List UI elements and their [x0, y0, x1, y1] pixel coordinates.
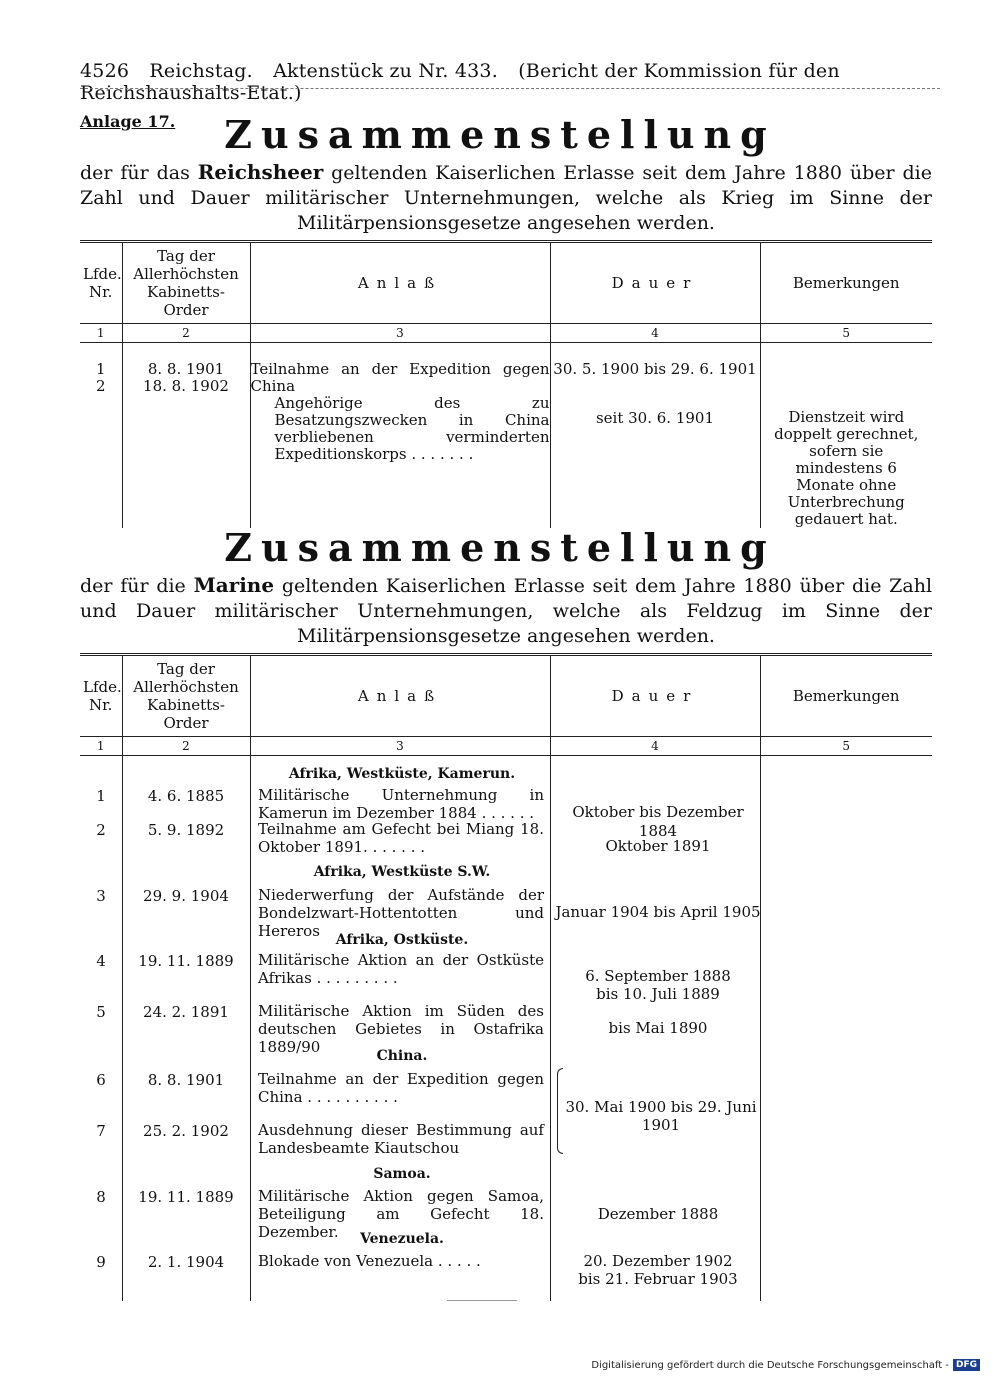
- row-date: 2. 1. 1904: [147, 1253, 225, 1271]
- heer-intro-post: geltenden Kaiserlichen Erlasse seit dem Jahre 1880 über die Zahl und Dauer militärischer Unternehmungen, welche als Krieg im Sinne der Militärpensionsgesetze angesehen werden.: [80, 162, 933, 234]
- row-anlass: Militärische Aktion im Süden des deutschen Gebietes in Ostafrika 1889/90: [258, 1002, 544, 1056]
- row-number: 2: [95, 377, 106, 395]
- row-date: 19. 11. 1889: [138, 1188, 234, 1206]
- section-header: Venezuela.: [360, 1231, 444, 1247]
- heer-table: [80, 240, 932, 528]
- marine-intro: [80, 573, 932, 649]
- row-number: 3: [96, 887, 106, 905]
- row-date: 19. 11. 1889: [138, 952, 234, 970]
- row-anlass: Blokade von Venezuela . . . . .: [258, 1252, 481, 1270]
- col-number: 4: [550, 737, 760, 756]
- row-bemerkung: Dienstzeit wird doppelt gerechnet, sofern sie mindestens 6 Monate ohne Unterbrechung gedauert hat.: [774, 408, 919, 528]
- row-dauer: 6. September 1888 bis 10. Juli 1889: [585, 967, 731, 1003]
- row-anlass: Teilnahme an der Expedition gegen China . . . . . . . . . .: [258, 1070, 544, 1106]
- row-date: 25. 2. 1902: [143, 1122, 229, 1140]
- row-number: 1: [96, 787, 106, 805]
- row-date: 8. 8. 1901: [147, 360, 225, 378]
- row-dauer: Oktober 1891: [605, 837, 711, 855]
- row-dauer: seit 30. 6. 1901: [595, 409, 715, 427]
- end-rule: [447, 1300, 517, 1301]
- col-header-dauer: Dauer: [550, 655, 760, 737]
- footer-text: Digitalisierung gefördert durch die Deutsche Forschungsgemeinschaft -: [591, 1359, 949, 1371]
- col-header-tag: Tag der Allerhöchsten Kabinetts-Order: [122, 242, 250, 324]
- col-header-lfde: Lfde. Nr.: [80, 242, 122, 324]
- row-date: 8. 8. 1901: [147, 1071, 225, 1089]
- heer-intro-pre: der für das: [80, 162, 190, 184]
- header-divider: [80, 88, 940, 89]
- col-header-anlass: Anlaß: [250, 655, 550, 737]
- col-header-tag: Tag der Allerhöchsten Kabinetts-Order: [122, 655, 250, 737]
- row-number: 5: [96, 1003, 106, 1021]
- row-anlass: Militärische Aktion an der Ostküste Afrikas . . . . . . . . .: [258, 951, 544, 987]
- marine-title: Zusammenstellung: [224, 525, 776, 570]
- row-number: 6: [96, 1071, 106, 1089]
- col-number: 1: [80, 324, 122, 343]
- row-dauer: bis Mai 1890: [608, 1019, 708, 1037]
- row-date: 4. 6. 1885: [147, 787, 225, 805]
- col-number: 1: [80, 737, 122, 756]
- col-header-bemerkungen: Bemerkungen: [760, 242, 932, 324]
- row-number: 8: [96, 1188, 106, 1206]
- row-anlass: Niederwerfung der Aufstände der Bondelzwart-Hottentotten und Hereros: [258, 886, 544, 940]
- row-anlass: Militärische Unternehmung in Kamerun im Dezember 1884 . . . . . .: [258, 786, 544, 822]
- section-header: Afrika, Westküste S.W.: [313, 864, 491, 880]
- col-number: 5: [760, 324, 932, 343]
- header-aktenstueck: Aktenstück zu Nr. 433.: [273, 60, 498, 82]
- col-header-bemerkungen: Bemerkungen: [760, 655, 932, 737]
- col-header-anlass: Anlaß: [250, 242, 550, 324]
- heer-title: Zusammenstellung: [224, 112, 776, 157]
- section-header: Samoa.: [373, 1166, 431, 1182]
- row-anlass: Teilnahme am Gefecht bei Miang 18. Oktober 1891. . . . . . .: [258, 820, 544, 856]
- row-date: 29. 9. 1904: [143, 887, 229, 905]
- row-anlass: Teilnahme an der Expedition gegen China: [250, 360, 550, 395]
- row-dauer: Oktober bis Dezember 1884: [572, 803, 744, 840]
- marine-intro-post: geltenden Kaiserlichen Erlasse seit dem Jahre 1880 über die Zahl und Dauer militärischer Unternehmungen, welche als Feldzug im Sinne der Militärpensionsgesetze angesehen werden.: [80, 575, 933, 647]
- col-number: 5: [760, 737, 932, 756]
- row-date: 24. 2. 1891: [143, 1003, 229, 1021]
- header-bericht: (Bericht der Kommission für den Reichshaushalts-Etat.): [80, 60, 840, 104]
- anlage-label: Anlage 17.: [80, 112, 176, 131]
- heer-intro: [80, 160, 932, 236]
- footer: [591, 1359, 980, 1371]
- row-anlass: Ausdehnung dieser Bestimmung auf Landesbeamte Kiautschou: [258, 1121, 544, 1157]
- section-header: Afrika, Westküste, Kamerun.: [288, 766, 516, 782]
- row-number: 1: [95, 360, 106, 378]
- col-number: 3: [250, 324, 550, 343]
- row-number: 4: [96, 952, 106, 970]
- row-number: 9: [96, 1253, 106, 1271]
- col-header-dauer: Dauer: [550, 242, 760, 324]
- row-dauer: 20. Dezember 1902 bis 21. Februar 1903: [578, 1252, 738, 1288]
- row-date: 5. 9. 1892: [147, 821, 225, 839]
- col-number: 2: [122, 737, 250, 756]
- section-header: Afrika, Ostküste.: [335, 932, 469, 948]
- dfg-logo-icon: DFG: [953, 1359, 980, 1371]
- row-dauer: Januar 1904 bis April 1905: [555, 903, 761, 921]
- row-dauer: 30. 5. 1900 bis 29. 6. 1901: [553, 360, 757, 378]
- row-dauer: Dezember 1888: [597, 1205, 719, 1223]
- section-header: China.: [376, 1048, 428, 1064]
- row-date: 18. 8. 1902: [143, 377, 229, 395]
- page-number: 4526: [80, 60, 130, 82]
- row-number: 2: [96, 821, 106, 839]
- col-number: 2: [122, 324, 250, 343]
- header-reichstag: Reichstag.: [149, 60, 253, 82]
- marine-intro-pre: der für die: [80, 575, 186, 597]
- col-number: 3: [250, 737, 550, 756]
- row-dauer-shared: 30. Mai 1900 bis 29. Juni 1901: [565, 1098, 757, 1134]
- col-number: 4: [550, 324, 760, 343]
- row-anlass: Militärische Aktion gegen Samoa, Beteiligung am Gefecht 18. Dezember.: [258, 1187, 544, 1241]
- row-number: 7: [96, 1122, 106, 1140]
- heer-intro-bold: Reichsheer: [197, 160, 324, 184]
- col-header-lfde: Lfde. Nr.: [80, 655, 122, 737]
- marine-intro-bold: Marine: [193, 573, 275, 597]
- row-anlass: Angehörige des zu Besatzungszwecken in China verbliebenen verminderten Expeditionskorps . . . . . . .: [274, 394, 550, 463]
- page-header: [80, 60, 940, 104]
